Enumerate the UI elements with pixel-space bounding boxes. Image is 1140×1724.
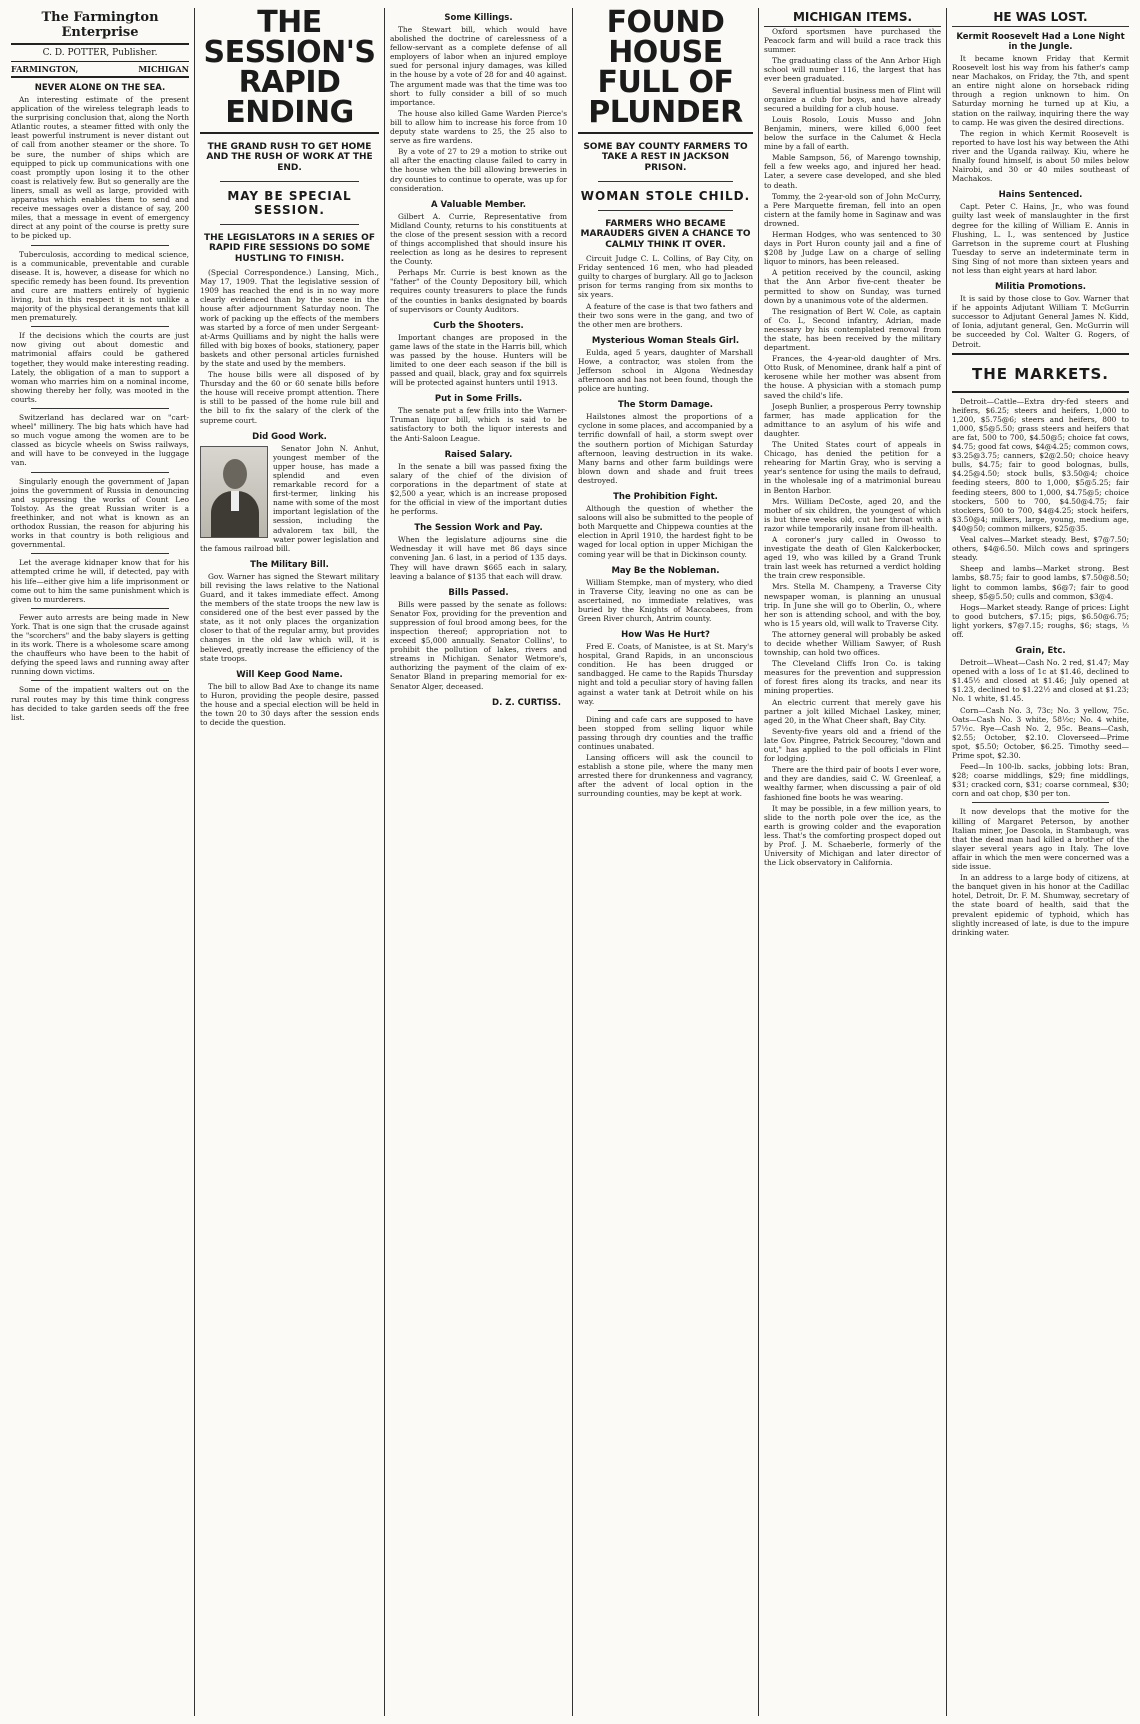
paragraph: Senator John N. Anhut, youngest member of the upper house, has made a splendid and even remarkable record for a first-termer, linking his name with some of the most important legislation of the session, including the advalorem tax bill, the water power legislation and the famous railroad bill. bbox=[200, 443, 379, 553]
section-subhead: Put in Some Frills. bbox=[434, 394, 523, 405]
column-4 bbox=[572, 8, 758, 1716]
section-subhead: The Military Bill. bbox=[250, 559, 329, 570]
divider bbox=[972, 802, 1109, 803]
paragraph: Gilbert A. Currie, Representative from Midland County, returns to his constituents at the close of the present session with a record of things accomplished that should insure his reelection as long as he desires to represent the County. bbox=[390, 211, 567, 267]
paragraph: By a vote of 27 to 29 a motion to strike out all after the enacting clause failed to carry in the house when the bill allowing breweries in dry counties to continue to operate, was up for consideration. bbox=[390, 147, 567, 193]
paragraph: It is said by those close to Gov. Warner that if he appoints Adjutant William T. McGurrin successor to Adjutant General James N. Kidd, of Ionia, adjutant general, Gen. McGurrin will be succeeded by Col. Walter G. Rogers, of Detroit. bbox=[952, 294, 1129, 349]
paragraph: It became known Friday that Kermit Roosevelt lost his way from his father's camp near Machakos, on Friday, the 7th, and spent an entire night alone on horseback riding through a region unknown to him. On Saturday morning he turned up at Kiu, a station on the railway, inquiring there the way to camp. He was given the desired directions. bbox=[952, 54, 1129, 127]
paragraph: Switzerland has declared war on "cart-wheel" millinery. The big hats which have had so much vogue among the women are to be classed as bicycle wheels on Swiss railways, and will have to be conveyed in the luggage van. bbox=[11, 413, 189, 468]
divider bbox=[200, 132, 379, 134]
paragraph: William Stempke, man of mystery, who died in Traverse City, leaving no one as can be ascertained, no immediate relatives, was buried by the Knights of Maccabees, from Green River church, Antrim county. bbox=[578, 577, 753, 623]
paragraph: Eulda, aged 5 years, daughter of Marshall Howe, a contractor, was stolen from the Jefferson school in Algona Wednesday afternoon and has not been found, though the police are hunting. bbox=[578, 347, 753, 394]
headline-deck: SOME BAY COUNTY FARMERS TO TAKE A REST IN JACKSON PRISON. bbox=[583, 142, 748, 173]
column-5 bbox=[758, 8, 946, 1716]
markets-heading: THE MARKETS. bbox=[972, 364, 1109, 383]
dateline-place: FARMINGTON, bbox=[11, 64, 79, 74]
market-report: Corn—Cash No. 3, 73c; No. 3 yellow, 75c. Oats—Cash No. 3 white, 58½c; No. 4 white, 57½c. Rye—Cash No. 2, 95c. Beans—Cash, $2.55; October, $2.10. Cloverseed—Prime spot, $5.50; October, $6.25. Timothy seed—Prime spot, $2.30. bbox=[952, 705, 1129, 760]
divider bbox=[31, 608, 169, 609]
article-heading: NEVER ALONE ON THE SEA. bbox=[34, 83, 166, 93]
headline: FOUND HOUSE FULL OF PLUNDER bbox=[588, 8, 743, 130]
paragraph: Frances, the 4-year-old daughter of Mrs. Otto Rusk, of Menominee, drank half a pint of kerosene while her mother was absent from the house. A physician with a stomach pump saved the child's life. bbox=[764, 354, 941, 400]
paragraph: There are the third pair of boots I ever wore, and they are dandies, said C. W. Greenleaf, a wealthy farmer, when discussing a pair of old fashioned fine boots he was wearing. bbox=[764, 765, 941, 802]
paragraph: Several influential business men of Flint will organize a club for boys, and have already secured a building for a club house. bbox=[764, 85, 941, 113]
paragraph: It may be possible, in a few million years, to slide to the north pole over the ice, as the earth is growing colder and the evaporation less. That's the comforting prospect doped out by Prof. J. M. Schaeberle, formerly of the University of Michigan and later director of the Lick observatory in California. bbox=[764, 803, 941, 868]
market-report: Hogs—Market steady. Range of prices: Light to good butchers, $7.15; pigs, $6.50@6.75; light yorkers, $7@7.15; roughs, $6; stags, ⅓ off. bbox=[952, 602, 1129, 639]
paragraph: Dining and cafe cars are supposed to have been stopped from selling liquor while passing through dry counties and the traffic continues unabated. bbox=[578, 714, 753, 751]
section-subhead: Grain, Etc. bbox=[1015, 646, 1066, 657]
market-report: Sheep and lambs—Market strong. Best lambs, $8.75; fair to good lambs, $7.50@8.50; light to common lambs, $6@7; fair to good sheep, $5@5.50; culls and common, $3@4. bbox=[952, 564, 1129, 601]
paragraph: The region in which Kermit Roosevelt is reported to have lost his way between the Athi river and the Uganda railway. Kiu, where he finally found himself, is about 50 miles below Nairobi, and 30 or 40 miles southeast of Machakos. bbox=[952, 128, 1129, 184]
paragraph: A feature of the case is that two fathers and their two sons were in the gang, and two of the other men are brothers. bbox=[578, 301, 753, 329]
masthead-title: The Farmington Enterprise bbox=[11, 8, 189, 45]
headline-deck-2: WOMAN STOLE CHILD. bbox=[580, 189, 751, 204]
paragraph: The resignation of Bert W. Cole, as captain of Co. L, Second infantry, Adrian, made necessary by his contemplated removal from the state, has been received by the military department. bbox=[764, 306, 941, 353]
paragraph: Hailstones almost the proportions of a cyclone in some places, and accompanied by a terrific downfall of hail, a storm swept over the southern portion of Michigan Saturday afternoon, leaving destruction in its wake. Many barns and other farm buildings were blown down and shade and fruit trees destroyed. bbox=[578, 412, 753, 485]
paragraph: Perhaps Mr. Currie is best known as the "father" of the County Depository bill, which requires county treasurers to place the funds of the counties in banks designated by boards of supervisors or County Auditors. bbox=[390, 268, 567, 314]
section-subhead: Did Good Work. bbox=[252, 431, 327, 442]
paragraph: An interesting estimate of the present application of the wireless telegraph leads to the surprising conclusion that, along the North Atlantic routes, a steamer fitted with only the least powerful instrument is never distant out of call from another steamer or the shore. To be sure, the number of ships which are equipped to pick up communications with one coast promptly upon losing it to the other coast is relatively few. But so generally are the liners, small as well as large, provided with apparatus which enables them to send and receive messages over a distance of say, 200 miles, that a message in event of emergency direct at any point of the course is pretty sure to be picked up. bbox=[11, 95, 189, 241]
divider bbox=[598, 181, 733, 182]
paragraph: The bill to allow Bad Axe to change its name to Huron, providing the people desire, passed the house and a special election will be held in the town 20 to 30 days after the session ends to decide the question. bbox=[200, 681, 379, 728]
divider bbox=[31, 245, 169, 246]
divider bbox=[31, 553, 169, 554]
section-subhead: Militia Promotions. bbox=[995, 282, 1086, 293]
divider bbox=[31, 408, 169, 409]
column-2 bbox=[194, 8, 384, 1716]
divider bbox=[31, 680, 169, 681]
section-subhead: Raised Salary. bbox=[444, 449, 513, 460]
senator-portrait bbox=[200, 446, 268, 538]
paragraph: The graduating class of the Ann Arbor High school will number 116, the largest that has ever been graduated. bbox=[764, 56, 941, 84]
paragraph: Mable Sampson, 56, of Marengo township, fell a few weeks ago, and injured her head. Later, a severe case developed, and she bled to death. bbox=[764, 153, 941, 190]
section-subhead: The Storm Damage. bbox=[617, 400, 714, 411]
paragraph: A petition received by the council, asking that the Ann Arbor five-cent theater be permitted to show on Sunday, was turned down by a unanimous vote of the aldermen. bbox=[764, 268, 941, 305]
paragraph: In the senate a bill was passed fixing the salary of the chief of the division of corporations in the department of state at $2,500 a year, which is an increase proposed for the official in view of the important duties he performs. bbox=[390, 461, 567, 517]
paragraph: Oxford sportsmen have purchased the Peacock farm and will build a race track this summer. bbox=[764, 27, 941, 55]
paragraph: Louis Rosolo, Louis Musso and John Benjamin, miners, were killed 6,000 feet below the surface in the Calumet & Hecla mine by a fall of earth. bbox=[764, 114, 941, 152]
paragraph: Fred E. Coats, of Manistee, is at St. Mary's hospital, Grand Rapids, in an unconscious condition. He has been drugged or sandbagged. He came to the Rapids Thursday night and told a peculiar story of having fallen against a water tank at Detroit while on his way. bbox=[578, 642, 753, 706]
section-subhead: Bills Passed. bbox=[448, 587, 509, 598]
paragraph: In an address to a large body of citizens, at the banquet given in his honor at the Cadillac hotel, Detroit, Dr. F. M. Shumway, secretary of the state board of health, said that the prevalent epidemic of typhoid, which has slightly increased of late, is due to the impure drinking water. bbox=[952, 873, 1129, 937]
paragraph: Bills were passed by the senate as follows: Senator Fox, providing for the prevention and suppression of foul brood among bees, for the inspection thereof; appropriation not to exceed $5,000 annually. Senator Collins', to prohibit the pollution of lakes, rivers and streams in Michigan. Senator Wetmore's, authorizing the payment of the claim of ex-Senator Bland in preparing memorial for ex-Senator Alger, deceased. bbox=[390, 599, 567, 691]
paragraph: Circuit Judge C. L. Collins, of Bay City, on Friday sentenced 16 men, who had pleaded guilty to charges of burglary. All go to Jackson prison for terms ranging from six months to six years. bbox=[578, 254, 753, 300]
section-title: MICHIGAN ITEMS. bbox=[764, 8, 941, 27]
paragraph: When the legislature adjourns sine die Wednesday it will have met 86 days since convening Jan. 6 last, in a period of 135 days. They will have drawn $665 each in salary, leaving a balance of $135 that each will draw. bbox=[390, 535, 567, 581]
paragraph: The attorney general will probably be asked to decide whether William Sawyer, of Rush township, can hold two offices. bbox=[764, 629, 941, 658]
divider bbox=[31, 472, 169, 473]
column-6 bbox=[946, 8, 1134, 1716]
paragraph: Tuberculosis, according to medical science, is a communicable, preventable and curable disease. It is, however, a disease for which no specific remedy has been found. Its prevention and cure are matters entirely of hygienic living, but in this respect it is not unlike a majority of the physical derangements that kill men prematurely. bbox=[11, 249, 189, 323]
columns bbox=[6, 8, 1134, 1716]
dateline-state: MICHIGAN bbox=[138, 64, 189, 74]
section-subhead: The Prohibition Fight. bbox=[613, 492, 718, 503]
paragraph: Lansing officers will ask the council to establish a stone pile, where the many men arrested there for drunkenness and vagrancy, after the advent of local option in the surrounding counties, may be kept at work. bbox=[578, 753, 753, 799]
divider bbox=[220, 224, 359, 225]
paragraph: Tommy, the 2-year-old son of John McCurry, a Pere Marquette fireman, fell into an open cistern at the family home in Saginaw and was drowned. bbox=[764, 191, 941, 228]
divider bbox=[598, 210, 733, 211]
paragraph: Gov. Warner has signed the Stewart military bill revising the laws relative to the National Guard, and it takes immediate effect. Among the members of the state troops the new law is considered one of the best ever passed by the state, as it not only places the organization closer to that of the regular army, but provides changes in the old law which will, it is believed, greatly increase the efficiency of the state troops. bbox=[200, 571, 379, 663]
paragraph: An electric current that merely gave his partner a jolt killed Michael Laskey, miner, aged 20, in the What Cheer shaft, Bay City. bbox=[764, 697, 941, 725]
paragraph: Although the question of whether the saloons will also be submitted to the people of both Marquette and Chippewa counties at the election in April 1910, the hardest fight to be waged for local option in upper Michigan the coming year will be that in Dickinson county. bbox=[578, 504, 753, 559]
section-title: HE WAS LOST. bbox=[952, 8, 1129, 27]
column-1 bbox=[6, 8, 194, 1716]
market-report: Detroit—Wheat—Cash No. 2 red, $1.47; May opened with a loss of 1c at $1.46, declined to $1.45½ and closed at $1.46; July opened at $1.23, declined to $1.22½ and closed at $1.23; No. 1 white, $1.45. bbox=[952, 658, 1129, 704]
column-3 bbox=[384, 8, 572, 1716]
divider bbox=[952, 391, 1129, 393]
paragraph: A coroner's jury called in Owosso to investigate the death of Glen Kalckerbocker, aged 19, who was killed by a Grand Trunk train last week has returned a verdict holding the train crew responsible. bbox=[764, 534, 941, 581]
headline-deck-3: THE LEGISLATORS IN A SERIES OF RAPID FIRE SESSIONS DO SOME HUSTLING TO FINISH. bbox=[204, 233, 375, 264]
headline: THE SESSION'S RAPID ENDING bbox=[203, 8, 376, 130]
divider bbox=[220, 181, 359, 182]
divider bbox=[31, 326, 169, 327]
section-subhead: A Valuable Member. bbox=[431, 199, 526, 210]
market-report: Feed—In 100-lb. sacks, jobbing lots: Bran, $28; coarse middlings, $29; fine middlings, $31; cracked corn, $31; coarse cornmeal, $30; corn and oat chop, $30 per ton. bbox=[952, 762, 1129, 799]
paragraph: Seventy-five years old and a friend of the late Gov. Pingree, Patrick Secourey, "down and out," has applied to the poll officials in Flint for lodging. bbox=[764, 726, 941, 764]
section-subhead: May Be the Nobleman. bbox=[611, 565, 720, 576]
paragraph: Let the average kidnaper know that for his attempted crime he will, if detected, pay with his life—either give him a life imprisonment or come out to him the same punishment which is given to murderers. bbox=[11, 558, 189, 604]
headline-deck-2: MAY BE SPECIAL SESSION. bbox=[227, 189, 352, 218]
paragraph: The Stewart bill, which would have abolished the doctrine of carelessness of a fellow-servant as a complete defense of all employers of labor when an injured employe sued for personal injury damages, was killed in the house by a vote of 28 for and 40 against. The argument made was that the time was too short to fully consider a bill of so much importance. bbox=[390, 25, 567, 107]
paragraph: Fewer auto arrests are being made in New York. That is one sign that the crusade against the "scorchers" and the baby slayers is getting in its work. There is a wholesome scare among the chauffeurs who have been to the habit of defying the speed laws and running away after running down victims. bbox=[11, 612, 189, 677]
paragraph: Mrs. William DeCoste, aged 20, and the mother of six children, the youngest of which is but three weeks old, cut her throat with a razor while temporarily insane from ill-health. bbox=[764, 496, 941, 533]
section-subhead: Curb the Shooters. bbox=[433, 320, 524, 331]
market-report: Veal calves—Market steady. Best, $7@7.50; others, $4@6.50. Milch cows and springers steady. bbox=[952, 535, 1129, 563]
signature: D. Z. CURTISS. bbox=[492, 697, 561, 708]
paragraph: Capt. Peter C. Hains, Jr., who was found guilty last week of manslaughter in the first degree for the killing of William E. Annis in Flushing, L. I., was sentenced by Justice Garretson in the supreme court at Flushing Tuesday to serve an indeterminate term in Sing Sing of not more than sixteen years and not less than eight years at hard labor. bbox=[952, 202, 1129, 275]
section-subhead: The Session Work and Pay. bbox=[414, 523, 543, 534]
market-report: Detroit—Cattle—Extra dry-fed steers and heifers, $6.25; steers and heifers, 1,000 to 1,200, $5.75@6; steers and heifers, 800 to 1,000, $5@5.50; grass steers and heifers that are fat, 500 to 700, $4.50@5; choice fat cows, $4.75; good fat cows, $4@4.25; common cows, $3.25@3.75; canners, $2@2.50; choice heavy bulls, $4.75; fair to good bolognas, bulls, $4.25@4.50; stock bulls, $3.50@4; choice feeding steers, 800 to 1,000, $5@5.25; fair feeding steers, 800 to 1,000, $4.75@5; choice stockers, 500 to 700, $4.50@4.75; fair stockers, 500 to 700, $4@4.25; stock heifers, $3.50@4; milkers, large, young, medium age, $40@50; common milkers, $25@35. bbox=[952, 396, 1129, 533]
paragraph: The house bills were all disposed of by Thursday and the 60 or 60 senate bills before the house will receive prompt attention. There is still to be passed of the home rule bill and the bill to fix the salary of the clerk of the supreme court. bbox=[200, 370, 379, 425]
section-subhead: How Was He Hurt? bbox=[621, 630, 710, 641]
headline-deck-3: FARMERS WHO BECAME MARAUDERS GIVEN A CHANCE TO CALMLY THINK IT OVER. bbox=[580, 219, 751, 250]
paragraph: It now develops that the motive for the killing of Margaret Peterson, by another Italian miner, Joe Dascola, in Stambaugh, was that the dead man had killed a brother of the slayer several years ago in Italy. The love affair in which the men were concerned was a side issue. bbox=[952, 807, 1129, 872]
paragraph: Singularly enough the government of Japan joins the government of Russia in denouncing and suppressing the works of Count Leo Tolstoy. As the great Russian writer is a freethinker, and not what is known as an orthodox Russian, the reason for abjuring his works in that country is both religious and governmental. bbox=[11, 476, 189, 550]
paragraph: Mrs. Stella M. Champeny, a Traverse City newspaper woman, is planning an unusual trip. In June she will go to Oberlin, O., where her son is attending school, and with the boy, who is 15 years old, will walk to Traverse City. bbox=[764, 582, 941, 628]
headline-deck: THE GRAND RUSH TO GET HOME AND THE RUSH OF WORK AT THE END. bbox=[206, 142, 373, 173]
paragraph: If the decisions which the courts are just now giving out about domestic and matrimonial affairs could be gathered together, they would make interesting reading. Lately, the obligation of a man to support a woman who marries him on a nominal income, showing thereby her folly, was mooted in the courts. bbox=[11, 331, 189, 404]
divider bbox=[952, 353, 1129, 355]
section-subhead: Mysterious Woman Steals Girl. bbox=[591, 335, 740, 346]
divider bbox=[578, 132, 753, 134]
paragraph: The United States court of appeals in Chicago, has denied the petition for a rehearing for Martin Gray, who is serving a year's sentence for using the mails to defraud, in the wholesale ing of a matrimonial bureau in Benton Harbor. bbox=[764, 440, 941, 495]
paragraph: The Cleveland Cliffs Iron Co. is taking measures for the prevention and suppression of forest fires along its tracks, and near its mining properties. bbox=[764, 659, 941, 696]
paragraph: Herman Hodges, who was sentenced to 30 days in Port Huron county jail and a fine of $208 by Judge Law on a charge of selling liquor to minors, has been released. bbox=[764, 229, 941, 267]
section-subhead: Will Keep Good Name. bbox=[236, 669, 343, 680]
paragraph: (Special Correspondence.) Lansing, Mich., May 17, 1909. That the legislative session of 1909 has reached the end is in no way more clearly evidenced than by the scene in the house after adjournment Saturday noon. The work of packing up the effects of the members was started by a force of men under Sergeant-at-Arms Quilliams and by night the halls were filled with big boxes of books, stationery, paper baskets and other personal articles furnished by the state and used by the members. bbox=[200, 268, 379, 368]
section-subhead: Kermit Roosevelt Had a Lone Night in the Jungle. bbox=[956, 32, 1125, 52]
paragraph: Important changes are proposed in the game laws of the state in the Harris bill, which was passed by the house. Hunters will be limited to one deer each season if the bill is passed and quail, black, gray and fox squirrels will be protected against hunters until 1913. bbox=[390, 332, 567, 388]
publisher-line: C. D. POTTER, Publisher. bbox=[42, 48, 158, 58]
dateline bbox=[11, 61, 189, 78]
divider bbox=[598, 710, 733, 711]
paragraph: The house also killed Game Warden Pierce's bill to allow him to increase his force from 10 deputy state wardens to 25, the 25 also to serve as fire wardens. bbox=[390, 108, 567, 146]
section-subhead: Some Killings. bbox=[444, 13, 513, 23]
section-subhead: Hains Sentenced. bbox=[998, 190, 1083, 201]
paragraph: Some of the impatient walters out on the rural routes may by this time think congress has decided to take garden seeds off the free list. bbox=[11, 685, 189, 722]
paragraph: Joseph Bunlier, a prosperous Perry township farmer, has made application for the admittance to an asylum of his wife and daughter. bbox=[764, 401, 941, 438]
paragraph: The senate put a few frills into the Warner-Truman liquor bill, which is said to be satisfactory to both the liquor interests and the Anti-Saloon League. bbox=[390, 406, 567, 443]
